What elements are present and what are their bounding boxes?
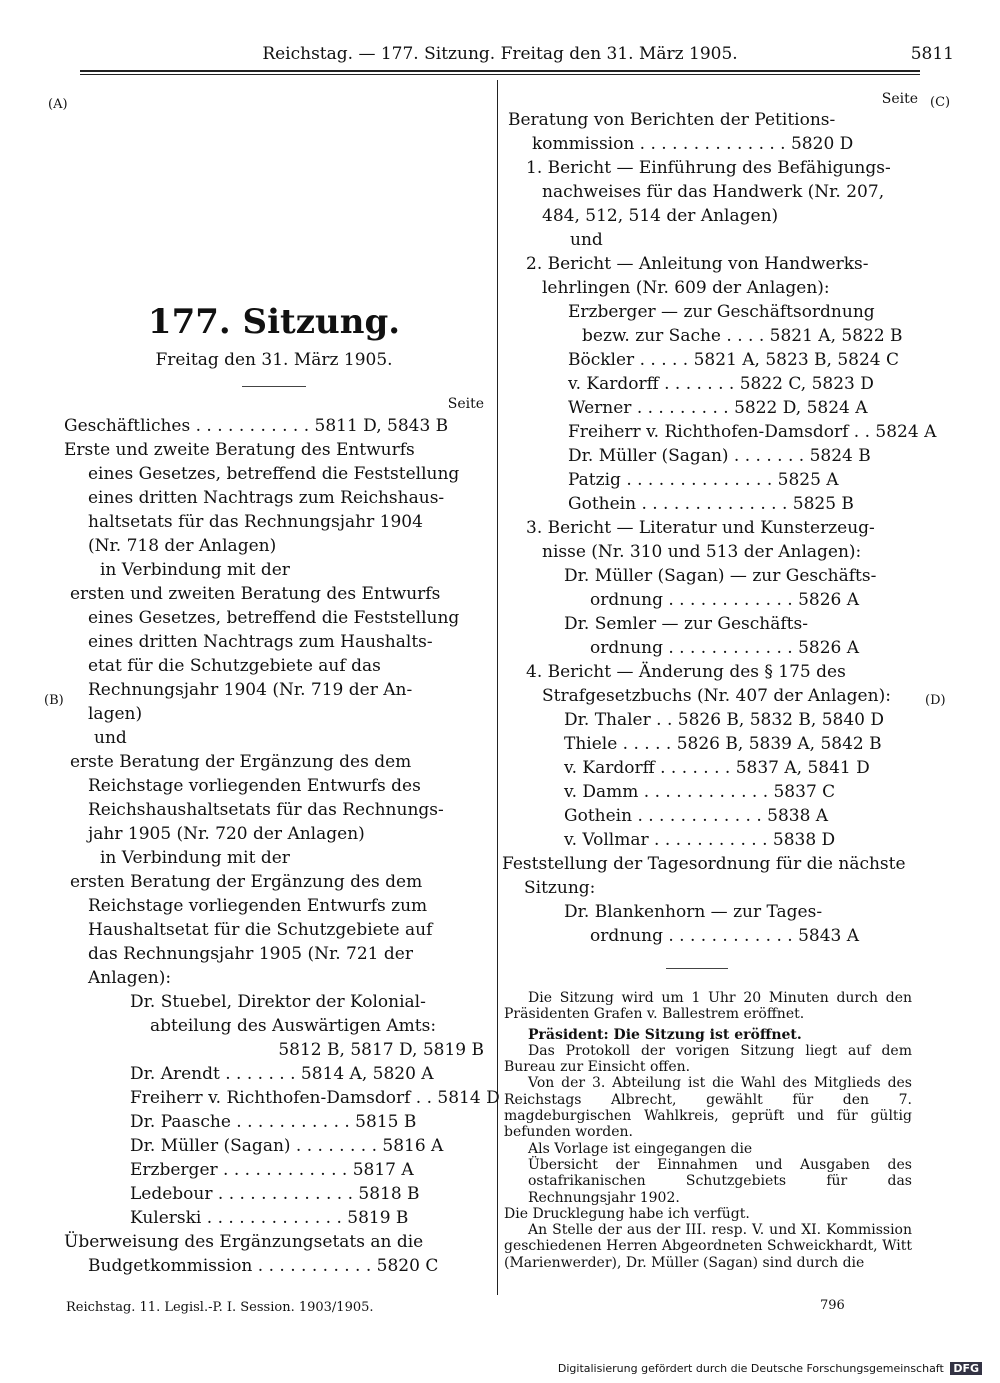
toc-line: eines Gesetzes, betreffend die Feststellung: [88, 608, 460, 628]
toc-line: ersten und zweiten Beratung des Entwurfs: [70, 584, 441, 604]
toc-line: eines dritten Nachtrags zum Haushalts-: [88, 632, 433, 652]
toc-line: in Verbindung mit der: [100, 560, 290, 580]
toc-line: und: [94, 728, 127, 748]
toc-line: ordnung . . . . . . . . . . . . 5826 A: [590, 638, 860, 658]
session-date: Freitag den 31. März 1905.: [155, 350, 393, 370]
proceedings-text: [504, 990, 912, 1271]
toc-line: lagen): [88, 704, 143, 724]
toc-line: Reichstage vorliegenden Entwurfs des: [88, 776, 421, 796]
dfg-logo-icon: DFG: [950, 1362, 982, 1375]
toc-line: Thiele . . . . . 5826 B, 5839 A, 5842 B: [564, 734, 882, 754]
toc-line: Dr. Paasche . . . . . . . . . . . 5815 B: [130, 1112, 417, 1132]
toc-line: Dr. Stuebel, Direktor der Kolonial-: [130, 992, 426, 1012]
left-column: [64, 302, 500, 1278]
body-paragraph: Als Vorlage ist eingegangen die: [528, 1140, 753, 1157]
toc-line: Freiherr v. Richthofen-Damsdorf . . 5824 A: [568, 422, 937, 442]
toc-line: ordnung . . . . . . . . . . . . 5826 A: [590, 590, 860, 610]
body-paragraph: Die Drucklegung habe ich verfügt.: [504, 1205, 750, 1222]
toc-line: Dr. Thaler . . 5826 B, 5832 B, 5840 D: [564, 710, 884, 730]
margin-mark-d: (D): [925, 693, 946, 708]
toc-line: v. Vollmar . . . . . . . . . . . 5838 D: [564, 830, 836, 850]
seite-label: Seite: [447, 396, 484, 412]
toc-line: jahr 1905 (Nr. 720 der Anlagen): [88, 824, 365, 844]
toc-line: lehrlingen (Nr. 609 der Anlagen):: [542, 278, 830, 298]
toc-line: Dr. Blankenhorn — zur Tages-: [564, 902, 823, 922]
toc-line: Dr. Arendt . . . . . . . 5814 A, 5820 A: [130, 1064, 434, 1084]
header-rule-thin: [80, 74, 920, 75]
session-title: 177. Sitzung.: [147, 302, 401, 342]
seite-label-right: Seite: [881, 91, 918, 107]
section-rule: [666, 968, 728, 969]
body-paragraph: An Stelle der aus der III. resp. V. und XI. Kommission geschiedenen Herren Abgeordneten Schweickhardt, Witt (Marienwerder), Dr. Müller (Sagan) sind durch die: [504, 1222, 912, 1271]
toc-line: Reichstage vorliegenden Entwurfs zum: [88, 896, 428, 916]
body-paragraph: Übersicht der Einnahmen und Ausgaben des ostafrikanischen Schutzgebiets für das Rechnungsjahr 1902.: [528, 1156, 912, 1206]
toc-line: Werner . . . . . . . . . 5822 D, 5824 A: [568, 398, 868, 418]
toc-line: 2. Bericht — Anleitung von Handwerks-: [526, 254, 869, 274]
toc-line: 5812 B, 5817 D, 5819 B: [278, 1040, 484, 1060]
column-divider: [497, 80, 498, 1295]
toc-line: Erzberger . . . . . . . . . . . . 5817 A: [130, 1160, 414, 1180]
toc-line: kommission . . . . . . . . . . . . . . 5820 D: [532, 134, 854, 154]
toc-line: in Verbindung mit der: [100, 848, 290, 868]
toc-line: haltsetats für das Rechnungsjahr 1904: [88, 512, 423, 532]
running-title: Reichstag. — 177. Sitzung. Freitag den 31. März 1905.: [262, 44, 738, 64]
toc-line: v. Kardorff . . . . . . . 5822 C, 5823 D: [568, 374, 874, 394]
toc-line: 484, 512, 514 der Anlagen): [542, 206, 779, 226]
toc-line: eines Gesetzes, betreffend die Feststellung: [88, 464, 460, 484]
toc-line: Gothein . . . . . . . . . . . . 5838 A: [564, 806, 829, 826]
toc-line: Sitzung:: [524, 878, 596, 898]
toc-line: 3. Bericht — Literatur und Kunsterzeug-: [526, 518, 875, 538]
toc-line: Geschäftliches . . . . . . . . . . . 5811 D, 5843 B: [64, 416, 449, 436]
toc-line: Überweisung des Ergänzungsetats an die: [64, 1232, 424, 1252]
toc-line: Erzberger — zur Geschäftsordnung: [568, 302, 875, 322]
toc-line: ersten Beratung der Ergänzung des dem: [70, 872, 423, 892]
footer-citation: Reichstag. 11. Legisl.-P. I. Session. 1903/1905.: [66, 1300, 374, 1315]
toc-line: nachweises für das Handwerk (Nr. 207,: [542, 182, 885, 202]
toc-line: etat für die Schutzgebiete auf das: [88, 656, 381, 676]
right-column: [502, 91, 937, 948]
toc-line: Anlagen):: [88, 968, 172, 988]
toc-line: Patzig . . . . . . . . . . . . . . 5825 A: [568, 470, 839, 490]
toc-line: Strafgesetzbuchs (Nr. 407 der Anlagen):: [542, 686, 891, 706]
header-rule: [80, 70, 920, 72]
toc-line: eines dritten Nachtrags zum Reichshaus-: [88, 488, 445, 508]
toc-line: das Rechnungsjahr 1905 (Nr. 721 der: [88, 944, 413, 964]
toc-line: 4. Bericht — Änderung des § 175 des: [526, 662, 846, 682]
toc-line: Dr. Semler — zur Geschäfts-: [564, 614, 808, 634]
digitization-credit: [558, 1362, 982, 1375]
toc-line: Beratung von Berichten der Petitions-: [508, 110, 836, 130]
toc-line: (Nr. 718 der Anlagen): [88, 536, 277, 556]
toc-line: Freiherr v. Richthofen-Damsdorf . . 5814 D: [130, 1088, 500, 1108]
body-paragraph: Von der 3. Abteilung ist die Wahl des Mitglieds des Reichstags Albrecht, gewählt für den 7. magdeburgischen Wahlkreis, geprüft und für gültig befunden worden.: [504, 1075, 912, 1141]
toc-line: v. Kardorff . . . . . . . 5837 A, 5841 D: [564, 758, 870, 778]
toc-line: Reichshaushaltsetats für das Rechnungs-: [88, 800, 444, 820]
margin-mark-a: (A): [48, 97, 68, 112]
margin-mark-b: (B): [44, 693, 64, 708]
credit-text: Digitalisierung gefördert durch die Deutsche Forschungsgemeinschaft: [557, 1362, 944, 1375]
toc-line: Rechnungsjahr 1904 (Nr. 719 der An-: [88, 680, 413, 700]
toc-line: abteilung des Auswärtigen Amts:: [150, 1016, 437, 1036]
toc-line: ordnung . . . . . . . . . . . . 5843 A: [590, 926, 860, 946]
title-rule: [242, 386, 306, 387]
toc-line: Feststellung der Tagesordnung für die nächste: [502, 854, 906, 874]
footer-number: 796: [820, 1298, 845, 1313]
toc-line: Böckler . . . . . 5821 A, 5823 B, 5824 C: [568, 350, 900, 370]
running-header: [60, 40, 954, 70]
page-number: 5811: [910, 44, 954, 64]
toc-line: Haushaltsetat für die Schutzgebiete auf: [88, 920, 433, 940]
toc-line: Dr. Müller (Sagan) . . . . . . . 5824 B: [568, 446, 871, 466]
body-paragraph: Das Protokoll der vorigen Sitzung liegt auf dem Bureau zur Einsicht offen.: [504, 1042, 912, 1076]
toc-line: Dr. Müller (Sagan) . . . . . . . . 5816 A: [130, 1136, 444, 1156]
toc-line: 1. Bericht — Einführung des Befähigungs-: [526, 158, 891, 178]
toc-line: Gothein . . . . . . . . . . . . . . 5825 B: [568, 494, 854, 514]
toc-line: erste Beratung der Ergänzung des dem: [70, 752, 412, 772]
toc-line: Erste und zweite Beratung des Entwurfs: [64, 440, 415, 460]
toc-line: Ledebour . . . . . . . . . . . . . 5818 B: [130, 1184, 420, 1204]
toc-line: Kulerski . . . . . . . . . . . . . 5819 B: [130, 1208, 409, 1228]
toc-line: Dr. Müller (Sagan) — zur Geschäfts-: [564, 566, 877, 586]
body-paragraph: Die Sitzung wird um 1 Uhr 20 Minuten durch den Präsidenten Grafen v. Ballestrem eröffnet.: [504, 990, 912, 1023]
margin-mark-c: (C): [930, 95, 951, 110]
toc-line: Budgetkommission . . . . . . . . . . . 5820 C: [88, 1256, 439, 1276]
toc-line: bezw. zur Sache . . . . 5821 A, 5822 B: [582, 326, 903, 346]
toc-line: und: [570, 230, 603, 250]
body-paragraph: Präsident: Die Sitzung ist eröffnet.: [528, 1026, 802, 1043]
toc-line: nisse (Nr. 310 und 513 der Anlagen):: [542, 542, 862, 562]
toc-line: v. Damm . . . . . . . . . . . . 5837 C: [564, 782, 836, 802]
